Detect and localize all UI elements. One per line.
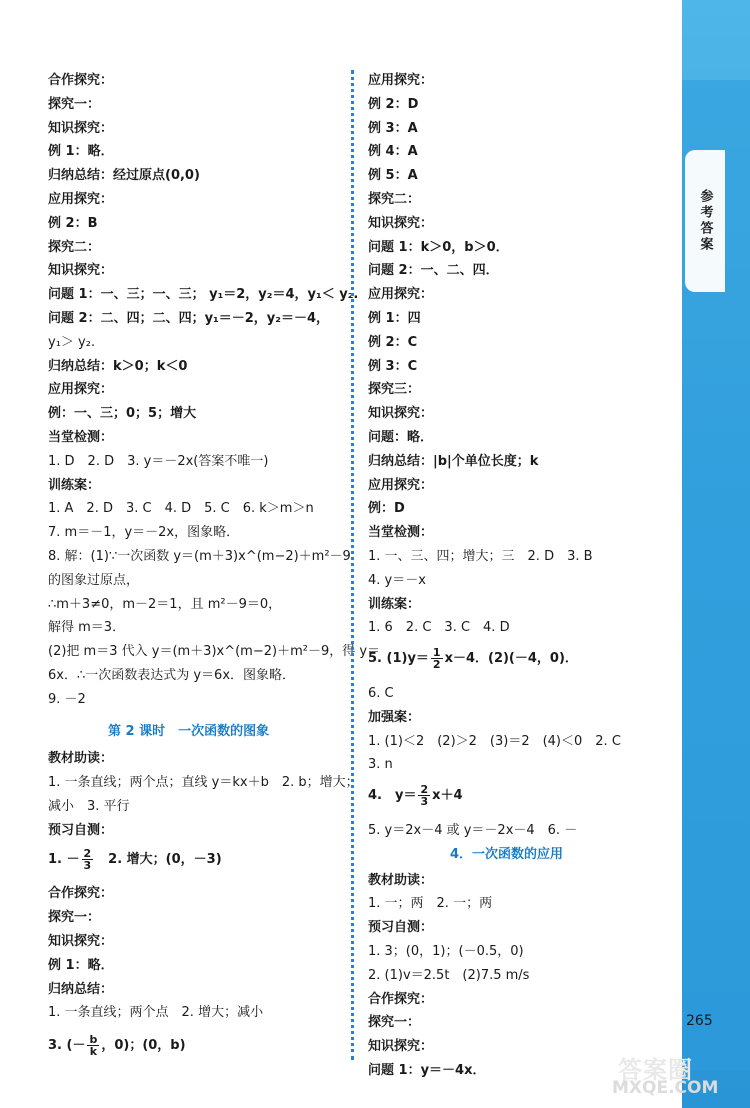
answer-line: 例 1：略． (48, 144, 114, 160)
answer-line: 探究二： (48, 239, 101, 255)
answer-line: 归纳总结：经过原点(0,0) (48, 168, 200, 184)
answer-line: 知识探究： (368, 1039, 434, 1055)
answer-line: 预习自测： (368, 920, 434, 936)
answer-line: 探究一： (368, 1015, 421, 1031)
answer-line: 6x．∴一次函数表达式为 y＝6x．图象略． (48, 668, 296, 683)
denominator: 2 (432, 658, 441, 672)
answer-line: 知识探究： (48, 263, 114, 279)
answer-line: 例：D (368, 501, 405, 517)
section-title: 第 2 课时 一次函数的图象 (108, 723, 270, 739)
answer-line: 1. A 2. D 3. C 4. D 5. C 6. k＞m＞n (48, 501, 314, 517)
answer-line: 当堂检测： (368, 525, 434, 541)
fraction-prefix: 1. － (48, 851, 80, 867)
answer-line: 例 3：A (368, 120, 418, 136)
answer-line: 归纳总结：|b|个单位长度；k (368, 453, 539, 469)
fraction (87, 1034, 99, 1057)
answer-line: 1. 一条直线；两个点 2. 增大；减小 (48, 1005, 264, 1021)
numerator: b (89, 1033, 98, 1047)
numerator: 1 (432, 646, 441, 660)
answer-line: 4. y＝－x (368, 572, 426, 588)
numerator: 2 (83, 846, 92, 860)
answer-line: 1. 3；(0，1)；(－0.5，0) (368, 944, 524, 959)
answer-line: 减小 3. 平行 (48, 799, 130, 814)
answer-line: 合作探究： (48, 73, 114, 88)
answer-line: 问题 2：一、二、四． (368, 263, 499, 279)
answer-line: 6. C (368, 686, 394, 701)
answer-line: 例 4：A (368, 144, 418, 160)
answer-line: 训练案： (48, 477, 101, 493)
reference-answer-tab (685, 150, 725, 292)
answer-line: 1. 一、三、四；增大；三 2. D 3. B (368, 549, 593, 564)
answer-line: 应用探究： (48, 382, 114, 398)
answer-line: 例 2：C (368, 334, 418, 350)
fraction (82, 848, 94, 871)
answer-line: 加强案： (368, 709, 421, 725)
answer-line: ∴m＋3≠0，m－2＝1，且 m²－9＝0， (48, 596, 282, 612)
answer-line: 探究一： (48, 96, 101, 112)
fraction-suffix: x－4．(2)(－4，0)． (444, 651, 578, 667)
denominator: k (89, 1045, 98, 1059)
denominator: 3 (420, 795, 429, 809)
tab-label: 参考答案 (697, 189, 713, 253)
answer-line: 3. n (368, 757, 393, 773)
answer-line: 1. 一；两 2. 一；两 (368, 896, 493, 912)
answer-line: 1. (1)＜2 (2)＞2 (3)＝2 (4)＜0 2. C (368, 733, 621, 749)
answer-line: 例 1：四 (368, 311, 421, 326)
answer-line: 教材助读： (368, 872, 434, 888)
page-number: 265 (686, 1013, 713, 1029)
answer-line: 教材助读： (48, 751, 114, 767)
answer-line: 探究三： (368, 382, 421, 398)
answer-line: 问题：略． (368, 430, 434, 445)
answer-line: 解得 m＝3． (48, 620, 126, 636)
answer-line: 合作探究： (368, 991, 434, 1007)
answer-line: 应用探究： (368, 477, 434, 493)
fraction-suffix: ，0)；(0，b) (101, 1038, 186, 1054)
answer-line: 例 3：C (368, 358, 418, 374)
answer-line: 例：一、三；0；5；增大 (48, 406, 197, 422)
answer-line-fraction (48, 848, 222, 871)
fraction-prefix: 3. (－ (48, 1038, 86, 1054)
answer-line: y₁＞ y₂. (48, 334, 96, 350)
answer-line: 当堂检测： (48, 430, 114, 445)
section-title: 4．一次函数的应用 (450, 846, 564, 862)
answer-line: 1. D 2. D 3. y＝－2x(答案不唯一) (48, 453, 269, 469)
answer-line: 7. m＝－1，y＝－2x，图象略． (48, 525, 240, 541)
answer-line: 知识探究： (48, 934, 114, 949)
answer-line: 训练案： (368, 596, 421, 612)
fraction-prefix: 5. (1)y＝ (368, 651, 429, 667)
answer-line: 应用探究： (48, 192, 114, 207)
watermark-url: MXQE.COM (612, 1078, 719, 1098)
answer-line-fraction (368, 784, 463, 807)
answer-line: 探究一： (48, 910, 101, 926)
fraction-prefix: 4. y＝ (368, 788, 417, 804)
answer-line: 预习自测： (48, 822, 114, 838)
watermark-logo: 答案圈 (618, 1056, 693, 1084)
denominator: 3 (83, 858, 92, 872)
answer-line: 5. y＝2x－4 或 y＝－2x－4 6. － (368, 823, 578, 838)
answer-line: 应用探究： (368, 287, 434, 303)
numerator: 2 (420, 783, 429, 797)
answer-line: 例 5：A (368, 168, 418, 184)
answer-line-fraction (48, 1034, 186, 1057)
answer-line: 8. 解：(1)∵一次函数 y＝(m＋3)x^(m−2)＋m²－9 (48, 549, 351, 564)
answer-line: 归纳总结： (48, 981, 114, 997)
fraction (418, 784, 430, 807)
answer-line: 知识探究： (368, 215, 434, 231)
answer-line: 1. 一条直线；两个点；直线 y＝kx＋b 2. b；增大； (48, 775, 359, 791)
answer-line: 例 2：B (48, 215, 98, 231)
answer-line: 归纳总结：k＞0；k＜0 (48, 358, 188, 374)
fraction (431, 647, 443, 670)
answer-line: 知识探究： (368, 406, 434, 422)
answer-line: 知识探究： (48, 120, 114, 136)
answer-line: 问题 2：二、四；二、四；y₁＝－2，y₂＝－4， (48, 311, 329, 326)
answer-line: 探究二： (368, 192, 421, 207)
answer-line: 2. (1)v＝2.5t (2)7.5 m/s (368, 967, 530, 983)
answer-line: 9. －2 (48, 691, 86, 707)
answer-line: 例 1：略． (48, 957, 114, 973)
answer-line: (2)把 m＝3 代入 y＝(m＋3)x^(m−2)＋m²－9，得 y＝ (48, 644, 381, 660)
fraction-suffix: 2. 增大；(0，－3) (95, 851, 222, 867)
fraction-suffix: x＋4 (432, 788, 463, 804)
answer-line: 例 2：D (368, 96, 419, 112)
answer-line: 应用探究： (368, 73, 434, 88)
answer-line: 问题 1：k＞0，b＞0． (368, 239, 509, 255)
answer-line: 合作探究： (48, 886, 114, 902)
answer-line: 问题 1：一、三；一、三； y₁＝2，y₂＝4，y₁＜ y₂. (48, 287, 359, 303)
column-divider (351, 70, 354, 1060)
answer-line: 1. 6 2. C 3. C 4. D (368, 620, 510, 636)
answer-line: 的图象过原点， (48, 572, 140, 588)
answer-line-fraction (368, 647, 578, 670)
answer-line: 问题 1：y＝－4x． (368, 1063, 486, 1078)
